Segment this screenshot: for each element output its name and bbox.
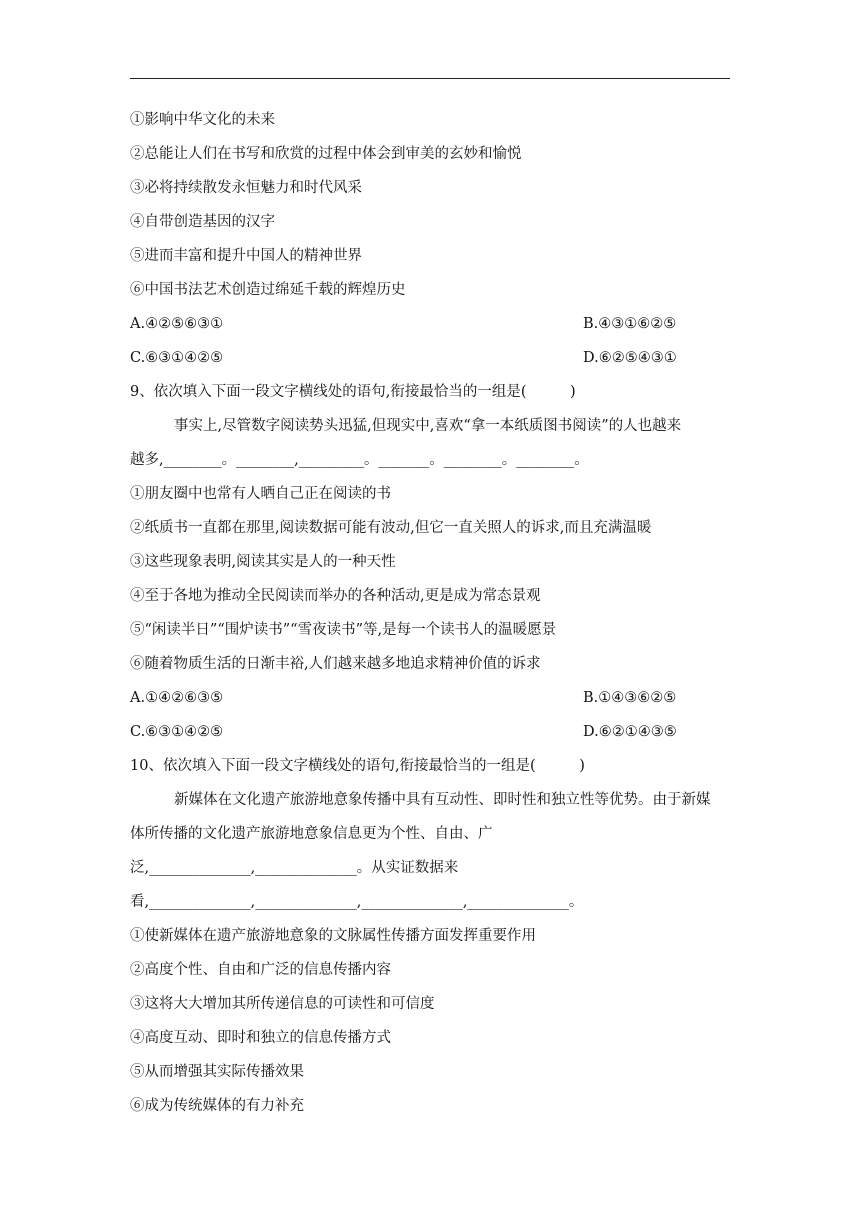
q8-option-b: B.④③①⑥②⑤	[583, 316, 677, 332]
q8-item-3: ③必将持续散发永恒魅力和时代风采	[130, 180, 362, 196]
q8-item-4: ④自带创造基因的汉字	[130, 214, 275, 230]
q9-passage-line-2: 越多,________。________,_________。_______。________。________。	[130, 452, 589, 468]
q10-stem: 10、依次填入下面一段文字横线处的语句,衔接最恰当的一组是( )	[130, 758, 585, 774]
q10-item-4: ④高度互动、即时和独立的信息传播方式	[130, 1030, 391, 1046]
q10-item-3: ③这将大大增加其所传递信息的可读性和可信度	[130, 996, 435, 1012]
q9-option-c: C.⑥③①④②⑤	[130, 724, 224, 740]
q8-item-5: ⑤进而丰富和提升中国人的精神世界	[130, 248, 362, 264]
q9-item-6: ⑥随着物质生活的日渐丰裕,人们越来越多地追求精神价值的诉求	[130, 656, 541, 672]
q9-option-a: A.①④②⑥③⑤	[130, 690, 224, 706]
q9-passage-line-1: 事实上,尽管数字阅读势头迅猛,但现实中,喜欢“拿一本纸质图书阅读”的人也越来	[174, 418, 682, 434]
q10-item-6: ⑥成为传统媒体的有力补充	[130, 1098, 304, 1114]
q9-stem: 9、依次填入下面一段文字横线处的语句,衔接最恰当的一组是( )	[130, 384, 576, 400]
q10-passage-line-1: 新媒体在文化遗产旅游地意象传播中具有互动性、即时性和独立性等优势。由于新媒	[174, 792, 711, 808]
q8-option-d: D.⑥②⑤④③①	[583, 350, 677, 366]
q10-passage-line-3: 泛,______________,______________。从实证数据来	[130, 860, 459, 876]
q10-item-2: ②高度个性、自由和广泛的信息传播内容	[130, 962, 391, 978]
header-rule	[130, 78, 730, 79]
q10-item-5: ⑤从而增强其实际传播效果	[130, 1064, 304, 1080]
q9-option-d: D.⑥②①④③⑤	[583, 724, 677, 740]
q9-item-4: ④至于各地为推动全民阅读而举办的各种活动,更是成为常态景观	[130, 588, 541, 604]
q9-item-2: ②纸质书一直都在那里,阅读数据可能有波动,但它一直关照人的诉求,而且充满温暖	[130, 520, 652, 536]
q8-item-6: ⑥中国书法艺术创造过绵延千载的辉煌历史	[130, 282, 406, 298]
q8-option-a: A.④②⑤⑥③①	[130, 316, 224, 332]
q9-item-1: ①朋友圈中也常有人晒自己正在阅读的书	[130, 486, 391, 502]
q9-option-b: B.①④③⑥②⑤	[583, 690, 677, 706]
q9-item-3: ③这些现象表明,阅读其实是人的一种天性	[130, 554, 396, 570]
q8-item-1: ①影响中华文化的未来	[130, 112, 275, 128]
q8-item-2: ②总能让人们在书写和欣赏的过程中体会到审美的玄妙和愉悦	[130, 146, 522, 162]
q8-option-c: C.⑥③①④②⑤	[130, 350, 224, 366]
q10-item-1: ①使新媒体在遗产旅游地意象的文脉属性传播方面发挥重要作用	[130, 928, 536, 944]
q10-passage-line-4: 看,______________,______________,______________,______________。	[130, 894, 584, 910]
q10-passage-line-2: 体所传播的文化遗产旅游地意象信息更为个性、自由、广	[130, 826, 493, 842]
q9-item-5: ⑤“闲读半日”“围炉读书”“雪夜读书”等,是每一个读书人的温暖愿景	[130, 622, 557, 638]
